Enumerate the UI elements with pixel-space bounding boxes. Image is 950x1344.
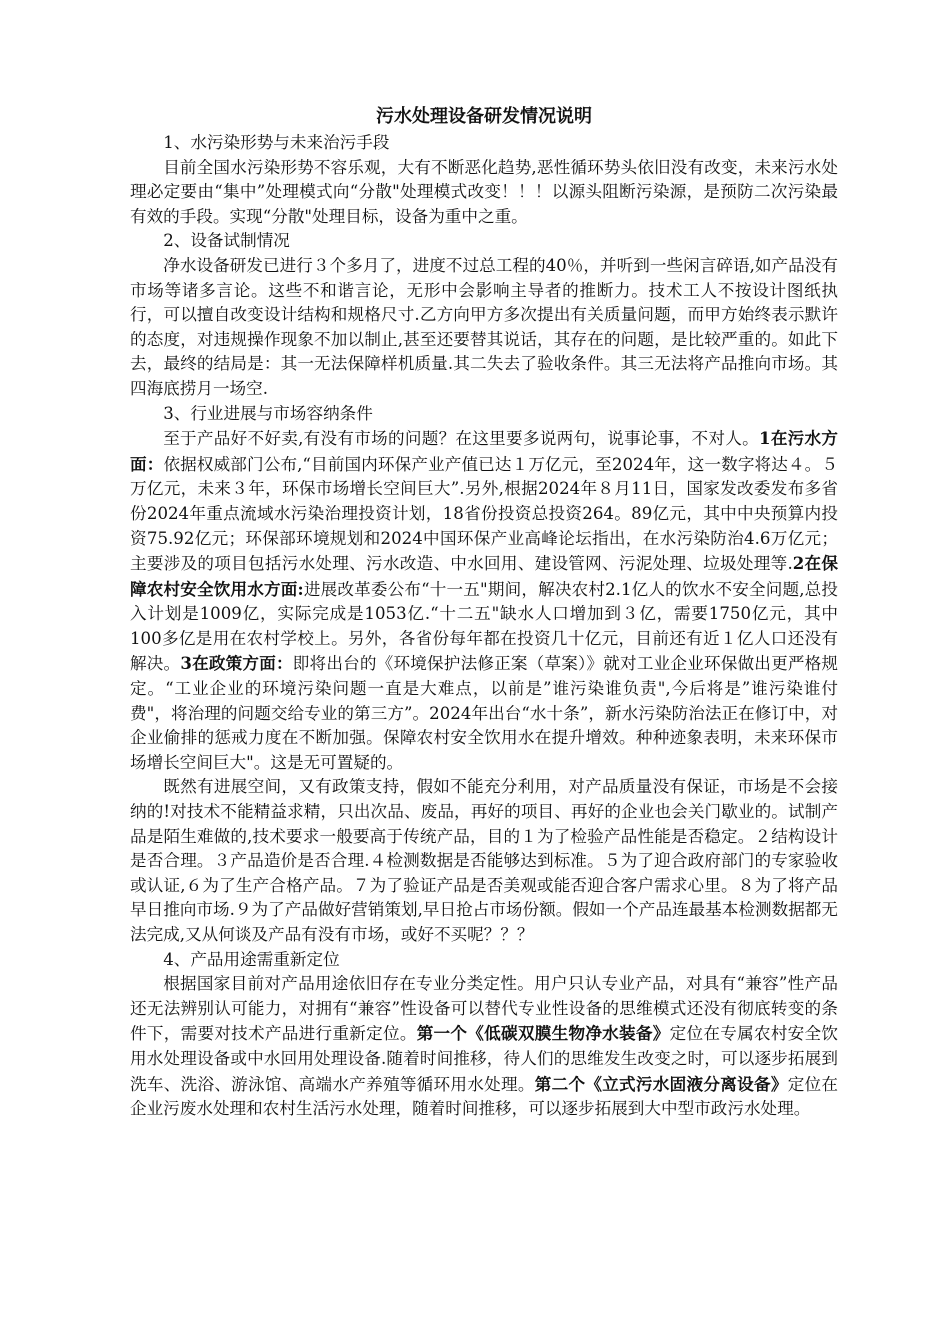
text-run: 至于产品好不好卖,有没有市场的问题？在这里要多说两句，说事论事，不对人。	[163, 429, 759, 449]
section-heading: 3、行业进展与市场容纳条件	[163, 403, 373, 423]
bold-run: 2在保障农村安全饮用水方面:	[130, 553, 838, 599]
text-run: 进展改革委公布“十一五"期间，解决农村2.1亿人的饮水不安全问题,总投入计划是1009亿，实际完成是1053亿.“十二五"缺水人口增加到３亿，需要1750亿元，其中100多亿是用在农村学校上。另外，各省份每年都在投资几十亿元，目前还有近１亿人口还没有解决。	[130, 579, 839, 674]
bold-run: 第一个《低碳双膜生物净水装备》	[416, 1023, 670, 1044]
section-heading: 2、设备试制情况	[163, 231, 290, 251]
body-paragraph	[130, 254, 838, 402]
body-paragraph	[130, 972, 838, 1122]
body-paragraph	[130, 156, 838, 230]
text-run: 依据权威部门公布,“目前国内环保产业产值已达１万亿元，至2024年，这一数字将达４。５万亿元，未来３年，环保市场增长空间巨大”.另外,根据2024年８月11日，国家发改委发布多省份2024年重点流域水污染治理投资计划，18省份投资总投资264。89亿元，其中中央预算内投资75.92亿元；环保部环境规划和2024中国环保产业高峰论坛指出，在水污染防治4.6万亿元；主要涉及的项目包括污水处理、污水改造、中水回用、建设管网、污泥处理、垃圾处理等.	[130, 454, 838, 574]
body-paragraph	[130, 426, 838, 775]
bold-run: 第二个《立式污水固液分离设备》	[534, 1073, 788, 1094]
text-run: 既然有进展空间，又有政策支持，假如不能充分利用，对产品质量没有保证，市场是不会接纳的!对技术不能精益求精，只出次品、废品，再好的项目、再好的企业也会关门歇业的。试制产品是陌生难做的,技术要求一般要高于传统产品，目的１为了检验产品性能是否稳定。２结构设计是否合理。３产品造价是否合理.４检测数据是否能够达到标准。５为了迎合政府部门的专家验收或认证,６为了生产合格产品。７为了验证产品是否美观或能否迎合客户需求心里。８为了将产品早日推向市场.９为了产品做好营销策划,早日抢占市场份额。假如一个产品连最基本检测数据都无法完成,又从何谈及产品有没有市场，或好不买呢？？？	[130, 777, 838, 944]
bold-run: 3在政策方面：	[180, 653, 293, 674]
document-page	[130, 103, 838, 1122]
text-run: 定位在企业污废水处理和农村生活污水处理，随着时间推移，可以逐步拓展到大中型市政污水处理。	[130, 1074, 839, 1119]
bold-run: 1在污水方面：	[130, 428, 839, 474]
document-title: 污水处理设备研发情况说明	[376, 106, 592, 127]
text-run: 净水设备研发已进行３个多月了，进度不过总工程的40％，并听到一些闲言碎语,如产品没有市场等诸多言论。这些不和谐言论，无形中会影响主导者的推断力。技术工人不按设计图纸执行，可以擅自改变设计结构和规格尺寸.乙方向甲方多次提出有关质量问题，而甲方始终表示默许的态度，对违规操作现象不加以制止,甚至还要替其说话，其存在的问题，是比较严重的。如此下去，最终的结局是：其一无法保障样机质量.其二失去了验收条件。其三无法将产品推向市场。其四海底捞月一场空.	[130, 255, 838, 398]
text-run: 即将出台的《环境保护法修正案（草案）》就对工业企业环保做出更严格规定。“工业企业的环境污染问题一直是大难点，以前是”谁污染谁负责",今后将是”谁污染谁付费"，将治理的问题交给专业的第三方”。2024年出台“水十条”，新水污染防治法正在修订中，对企业偷排的惩戒力度在不断加强。保障农村安全饮用水在提升增效。种种迹象表明，未来环保市场增长空间巨大"。这是无可置疑的。	[130, 654, 839, 772]
body-paragraph	[130, 775, 838, 947]
section-heading: 1、水污染形势与未来治污手段	[163, 133, 390, 152]
text-run: 根据国家目前对产品用途依旧存在专业分类定性。用户只认专业产品，对具有“兼容”性产品还无法辨别认可能力，对拥有“兼容”性设备可以替代专业性设备的思维模式还没有彻底转变的条件下，需要对技术产品进行重新定位。	[130, 974, 838, 1044]
text-run: 定位在专属农村安全饮用水处理设备或中水回用处理设备.随着时间推移，待人们的思维发生改变之时，可以逐步拓展到洗车、洗浴、游泳馆、高端水产养殖等循环用水处理。	[130, 1024, 839, 1094]
section-heading: 4、产品用途需重新定位	[163, 949, 340, 969]
document-body	[130, 131, 838, 1122]
text-run: 目前全国水污染形势不容乐观，大有不断恶化趋势,恶性循环势头依旧没有改变，未来污水处理必定要由“集中”处理模式向“分散"处理模式改变！！！以源头阻断污染源，是预防二次污染最有效的手段。实现“分散"处理目标，设备为重中之重。	[130, 157, 838, 226]
